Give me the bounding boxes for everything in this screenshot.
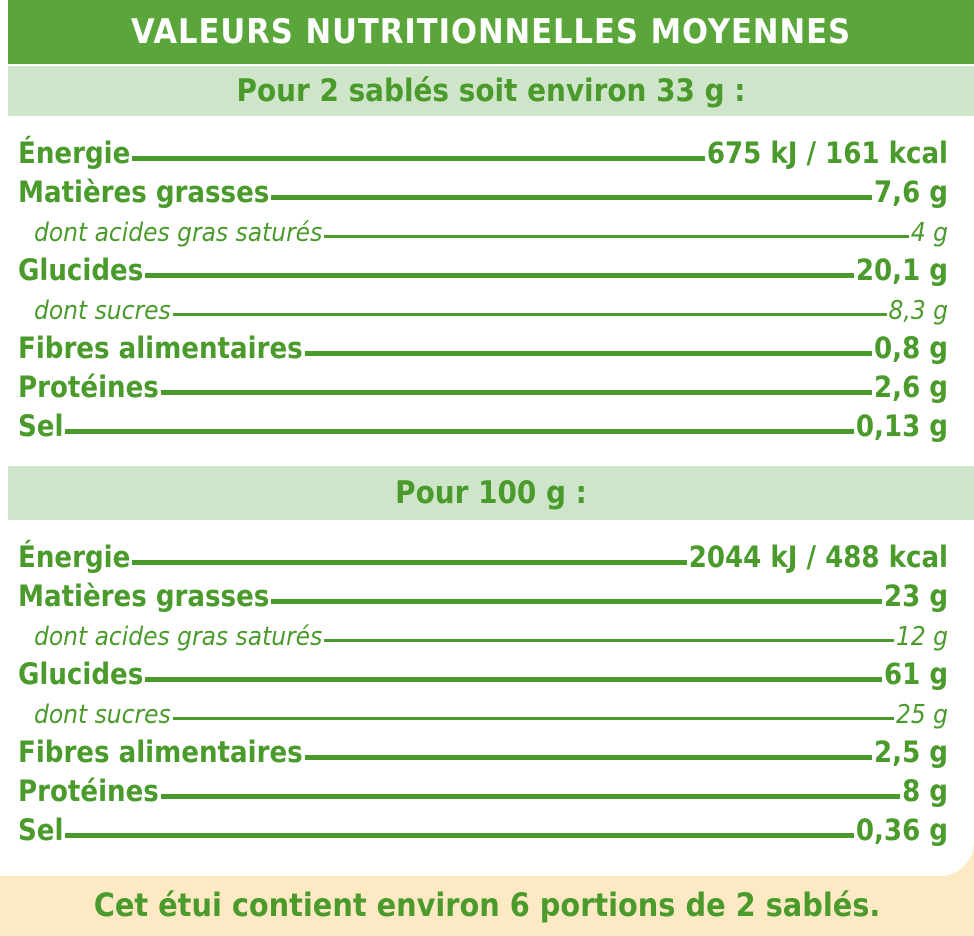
row-label: Matières grasses <box>18 175 270 209</box>
leader-line <box>145 677 882 682</box>
row-value: 4 g <box>910 218 948 248</box>
row-carbs <box>18 246 948 285</box>
row-value: 8 g <box>902 774 948 808</box>
row-label: Protéines <box>18 774 159 808</box>
leader-line <box>65 429 853 434</box>
row-value: 20,1 g <box>855 253 948 287</box>
row-value: 2,6 g <box>874 370 948 404</box>
section1-rows <box>18 129 948 441</box>
row-fiber <box>18 728 948 767</box>
row-label: Glucides <box>18 657 144 691</box>
row-value: 0,13 g <box>855 409 948 443</box>
row-value: 8,3 g <box>888 296 948 326</box>
row-fiber <box>18 324 948 363</box>
row-label: dont sucres <box>34 296 171 326</box>
row-salt <box>18 806 948 845</box>
row-label: dont acides gras saturés <box>34 622 323 652</box>
row-value: 61 g <box>883 657 948 691</box>
row-saturated-fat <box>18 207 948 246</box>
row-label: Fibres alimentaires <box>18 331 303 365</box>
row-fat <box>18 168 948 207</box>
row-label: Matières grasses <box>18 579 270 613</box>
row-value: 23 g <box>883 579 948 613</box>
row-value: 2044 kJ / 488 kcal <box>688 540 948 574</box>
row-label: dont acides gras saturés <box>34 218 323 248</box>
row-label: Sel <box>18 409 64 443</box>
row-carbs <box>18 650 948 689</box>
row-label: Fibres alimentaires <box>18 735 303 769</box>
section2-heading: Pour 100 g : <box>8 466 974 520</box>
row-sugars <box>18 689 948 728</box>
leader-line <box>324 639 894 642</box>
leader-line <box>132 560 686 565</box>
row-value: 0,36 g <box>855 813 948 847</box>
section1-heading: Pour 2 sablés soit environ 33 g : <box>8 66 974 116</box>
leader-line <box>132 156 705 161</box>
leader-line <box>145 273 854 278</box>
leader-line <box>161 794 900 799</box>
leader-line <box>271 195 872 200</box>
table-title: VALEURS NUTRITIONNELLES MOYENNES <box>8 0 974 64</box>
leader-line <box>173 717 894 720</box>
row-label: Glucides <box>18 253 144 287</box>
row-value: 7,6 g <box>874 175 948 209</box>
leader-line <box>271 599 882 604</box>
row-label: Sel <box>18 813 64 847</box>
leader-line <box>65 833 853 838</box>
row-sugars <box>18 285 948 324</box>
leader-line <box>173 313 887 316</box>
row-value: 2,5 g <box>874 735 948 769</box>
row-fat <box>18 572 948 611</box>
portions-note: Cet étui contient environ 6 portions de 2 sablés. <box>93 886 881 924</box>
row-label: Protéines <box>18 370 159 404</box>
row-protein <box>18 767 948 806</box>
row-salt <box>18 402 948 441</box>
row-value: 0,8 g <box>874 331 948 365</box>
row-energy <box>18 129 948 168</box>
leader-line <box>305 351 872 356</box>
leader-line <box>305 755 872 760</box>
row-value: 25 g <box>895 700 948 730</box>
row-energy <box>18 533 948 572</box>
row-label: dont sucres <box>34 700 171 730</box>
row-protein <box>18 363 948 402</box>
leader-line <box>324 235 909 238</box>
row-label: Énergie <box>18 540 131 574</box>
row-value: 12 g <box>895 622 948 652</box>
row-label: Énergie <box>18 136 131 170</box>
row-saturated-fat <box>18 611 948 650</box>
row-value: 675 kJ / 161 kcal <box>706 136 948 170</box>
section2-rows <box>18 533 948 845</box>
leader-line <box>161 390 872 395</box>
